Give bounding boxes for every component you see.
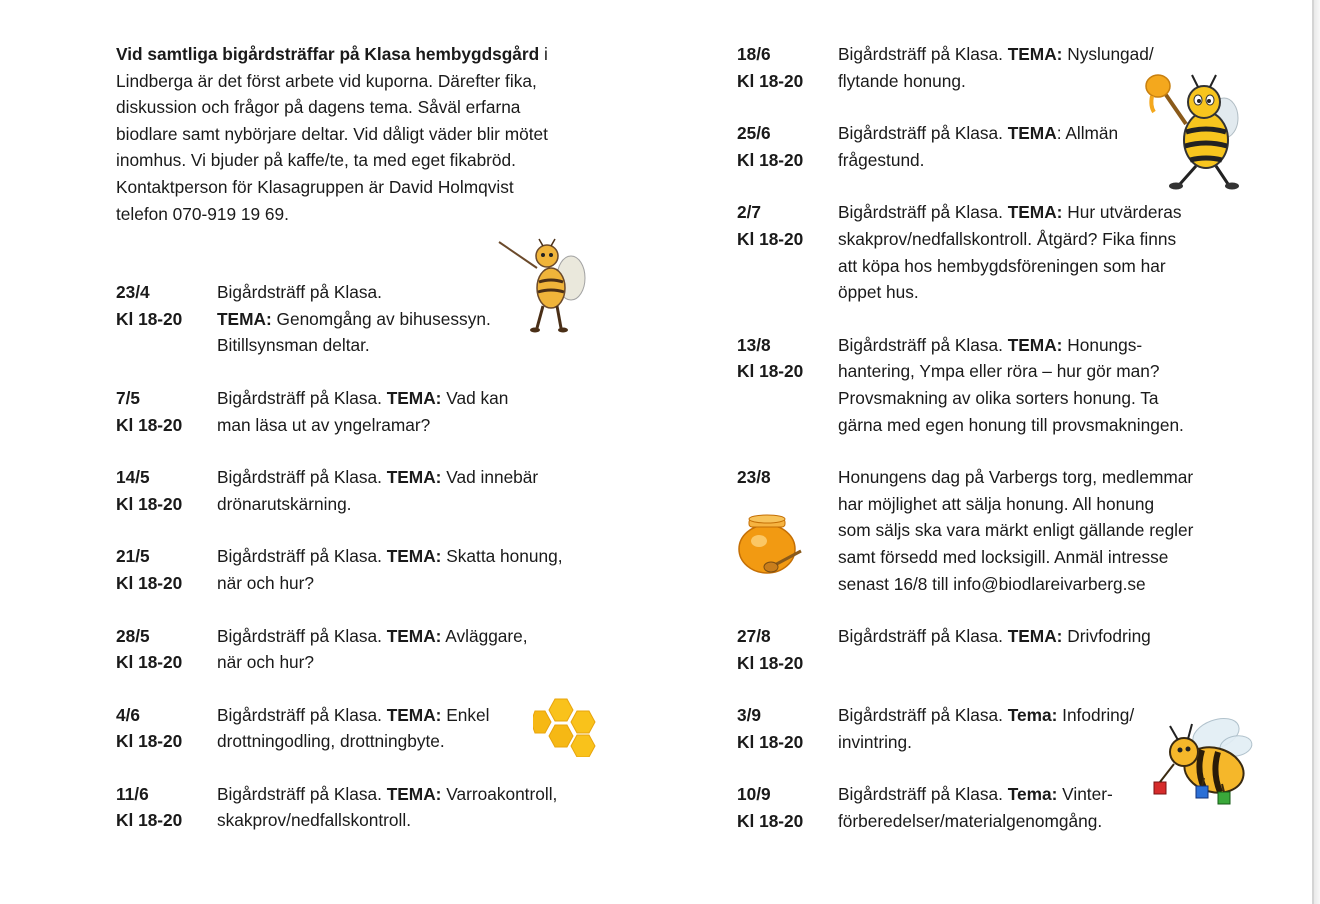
event-date-time xyxy=(116,279,217,359)
event-date-time xyxy=(116,543,217,596)
event-text: att köpa hos hembygdsföreningen som har xyxy=(838,255,1166,276)
honey-dipper-bee-icon xyxy=(1142,72,1246,194)
event-text: Drivfodring xyxy=(1062,626,1151,647)
event-text: hantering, Ympa eller röra – hur gör man? xyxy=(838,361,1160,382)
event-date: 10/9 xyxy=(737,784,771,805)
event-date: 3/9 xyxy=(737,705,762,726)
event-date-time xyxy=(737,199,838,305)
event-time: Kl 18-20 xyxy=(737,70,804,91)
event-text: Varroakontroll, xyxy=(441,783,558,804)
event-text: som säljs ska vara märkt enligt gällande regler xyxy=(838,520,1194,541)
event-date: 23/4 xyxy=(116,282,150,303)
event-text: senast 16/8 till info@biodlareivarberg.se xyxy=(838,573,1146,594)
intro-line: telefon 070-919 19 69. xyxy=(116,203,289,224)
event-text: öppet hus. xyxy=(838,282,919,303)
event-date-time xyxy=(737,781,838,834)
event-date: 25/6 xyxy=(737,123,771,144)
event-date: 7/5 xyxy=(116,387,141,408)
event-text: Skatta honung, xyxy=(441,546,563,567)
event-text: Bigårdsträff på Klasa. xyxy=(838,334,1008,355)
event-text: flytande honung. xyxy=(838,70,966,91)
bee-with-buckets-icon xyxy=(1150,712,1256,812)
event-date-time xyxy=(737,623,838,676)
event-tema: TEMA: xyxy=(386,625,442,646)
event-date-time xyxy=(737,702,838,755)
event-entry xyxy=(116,464,616,517)
event-time: Kl 18-20 xyxy=(737,811,804,832)
event-description xyxy=(217,385,616,438)
intro-line: diskussion och frågor på dagens tema. Såväl erfarna xyxy=(116,97,521,118)
intro-line: inomhus. Vi bjuder på kaffe/te, ta med eget fikabröd. xyxy=(116,150,516,171)
event-tema: TEMA: xyxy=(386,387,442,408)
event-description xyxy=(217,543,616,596)
event-date-time xyxy=(116,702,217,755)
event-text: Bigårdsträff på Klasa. xyxy=(217,704,387,725)
event-text: man läsa ut av yngelramar? xyxy=(217,414,431,435)
event-text: Nyslungad/ xyxy=(1062,44,1154,64)
event-time: Kl 18-20 xyxy=(116,731,183,752)
event-time: Kl 18-20 xyxy=(737,731,804,752)
event-text: Bigårdsträff på Klasa. xyxy=(217,467,387,488)
event-text: Vinter- xyxy=(1057,784,1113,805)
event-date: 18/6 xyxy=(737,44,771,64)
event-text: Avläggare, xyxy=(441,625,528,646)
event-text: drottningodling, drottningbyte. xyxy=(217,731,445,752)
event-description xyxy=(838,332,1257,438)
event-entry xyxy=(737,332,1257,438)
event-text: Bigårdsträff på Klasa. xyxy=(838,626,1008,647)
intro-paragraph xyxy=(116,41,616,227)
event-entry xyxy=(116,623,616,676)
event-text: Bigårdsträff på Klasa. xyxy=(838,705,1008,726)
event-text: Bigårdsträff på Klasa. xyxy=(217,387,387,408)
event-date: 28/5 xyxy=(116,625,150,646)
event-time: Kl 18-20 xyxy=(116,414,183,435)
event-entry xyxy=(737,464,1257,597)
event-date-time xyxy=(737,332,838,438)
event-time: Kl 18-20 xyxy=(737,652,804,673)
event-date: 13/8 xyxy=(737,334,771,355)
event-text: Bigårdsträff på Klasa. xyxy=(217,282,382,303)
intro-line: biodlare samt nybörjare deltar. Vid dåligt väder blir mötet xyxy=(116,123,548,144)
event-text: Bigårdsträff på Klasa. xyxy=(838,784,1008,805)
intro-bold: Vid samtliga bigårdsträffar på Klasa hembygdsgård xyxy=(116,44,540,64)
event-tema: TEMA: xyxy=(217,308,272,329)
event-text: invintring. xyxy=(838,731,912,752)
event-time: Kl 18-20 xyxy=(737,361,804,382)
event-date-time xyxy=(737,120,838,173)
event-entry xyxy=(116,781,616,834)
event-tema: TEMA: xyxy=(1007,334,1063,355)
event-time: Kl 18-20 xyxy=(116,652,183,673)
event-description xyxy=(217,464,616,517)
event-text: frågestund. xyxy=(838,149,925,170)
event-tema: TEMA: xyxy=(386,783,442,804)
event-time: Kl 18-20 xyxy=(116,493,183,514)
event-tema: TEMA xyxy=(1007,123,1057,144)
event-date-time xyxy=(737,41,838,94)
event-tema: TEMA: xyxy=(386,467,442,488)
honey-pot-icon xyxy=(735,509,807,579)
intro-line: Kontaktperson för Klasagruppen är David Holmqvist xyxy=(116,176,514,197)
event-time: Kl 18-20 xyxy=(116,572,183,593)
event-entry xyxy=(116,385,616,438)
event-description xyxy=(217,623,616,676)
event-text: Bigårdsträff på Klasa. xyxy=(217,783,387,804)
event-time: Kl 18-20 xyxy=(737,149,804,170)
event-date-time xyxy=(116,464,217,517)
event-tema: TEMA: xyxy=(386,704,442,725)
intro-line: Lindberga är det först arbete vid kuporna. Därefter fika, xyxy=(116,70,537,91)
event-time: Kl 18-20 xyxy=(116,810,183,831)
event-text: Honungens dag på Varbergs torg, medlemmar xyxy=(838,467,1194,488)
event-entry xyxy=(737,623,1257,676)
event-text: Hur utvärderas xyxy=(1062,202,1182,223)
event-text: Enkel xyxy=(441,704,490,725)
event-time: Kl 18-20 xyxy=(116,308,183,329)
event-text: skakprov/nedfallskontroll. xyxy=(217,810,412,831)
event-text: Vad innebär xyxy=(441,467,539,488)
event-text: Bigårdsträff på Klasa. xyxy=(838,123,1008,144)
page-edge-shadow xyxy=(1314,0,1320,904)
event-description xyxy=(217,781,616,834)
event-time: Kl 18-20 xyxy=(737,228,804,249)
event-tema: Tema: xyxy=(1007,784,1058,805)
event-entry xyxy=(737,199,1257,305)
event-text: samt försedd med locksigill. Anmäl intresse xyxy=(838,546,1169,567)
event-text: gärna med egen honung till provsmakningen. xyxy=(838,414,1184,435)
event-entry xyxy=(116,543,616,596)
event-date: 4/6 xyxy=(116,704,141,725)
event-date-time xyxy=(116,623,217,676)
event-description xyxy=(838,623,1257,676)
event-text: Bigårdsträff på Klasa. xyxy=(838,202,1008,223)
event-text: Bitillsynsman deltar. xyxy=(217,335,370,356)
event-text: när och hur? xyxy=(217,652,315,673)
event-description xyxy=(838,199,1257,305)
event-text: Genomgång av bihusessyn. xyxy=(271,308,491,329)
event-date: 21/5 xyxy=(116,546,150,567)
event-tema: Tema: xyxy=(1007,705,1058,726)
event-date: 23/8 xyxy=(737,467,771,488)
event-text: Provsmakning av olika sorters honung. Ta xyxy=(838,387,1159,408)
event-text: : Allmän xyxy=(1056,123,1119,144)
event-date: 2/7 xyxy=(737,202,762,223)
intro-rest: i xyxy=(539,44,548,64)
event-text: Bigårdsträff på Klasa. xyxy=(217,546,387,567)
event-text: drönarutskärning. xyxy=(217,493,352,514)
bee-pointer-icon xyxy=(497,238,589,334)
event-text: skakprov/nedfallskontroll. Åtgärd? Fika finns xyxy=(838,228,1177,249)
event-text: Infodring/ xyxy=(1057,705,1135,726)
event-date-time xyxy=(116,385,217,438)
event-description xyxy=(838,464,1257,597)
event-text: har möjlighet att sälja honung. All honung xyxy=(838,493,1155,514)
event-date: 11/6 xyxy=(116,783,149,804)
honeycomb-icon xyxy=(533,697,599,757)
event-text: Bigårdsträff på Klasa. xyxy=(838,44,1008,64)
event-date: 27/8 xyxy=(737,626,771,647)
event-text: Bigårdsträff på Klasa. xyxy=(217,625,387,646)
event-date-time xyxy=(116,781,217,834)
event-tema: TEMA: xyxy=(386,546,442,567)
event-date: 14/5 xyxy=(116,467,150,488)
event-tema: TEMA: xyxy=(1007,44,1063,64)
event-text: Honungs- xyxy=(1062,334,1143,355)
event-text: när och hur? xyxy=(217,572,315,593)
event-text: förberedelser/materialgenomgång. xyxy=(838,811,1103,832)
event-tema: TEMA: xyxy=(1007,202,1063,223)
event-text: Vad kan xyxy=(441,387,509,408)
event-tema: TEMA: xyxy=(1007,626,1063,647)
